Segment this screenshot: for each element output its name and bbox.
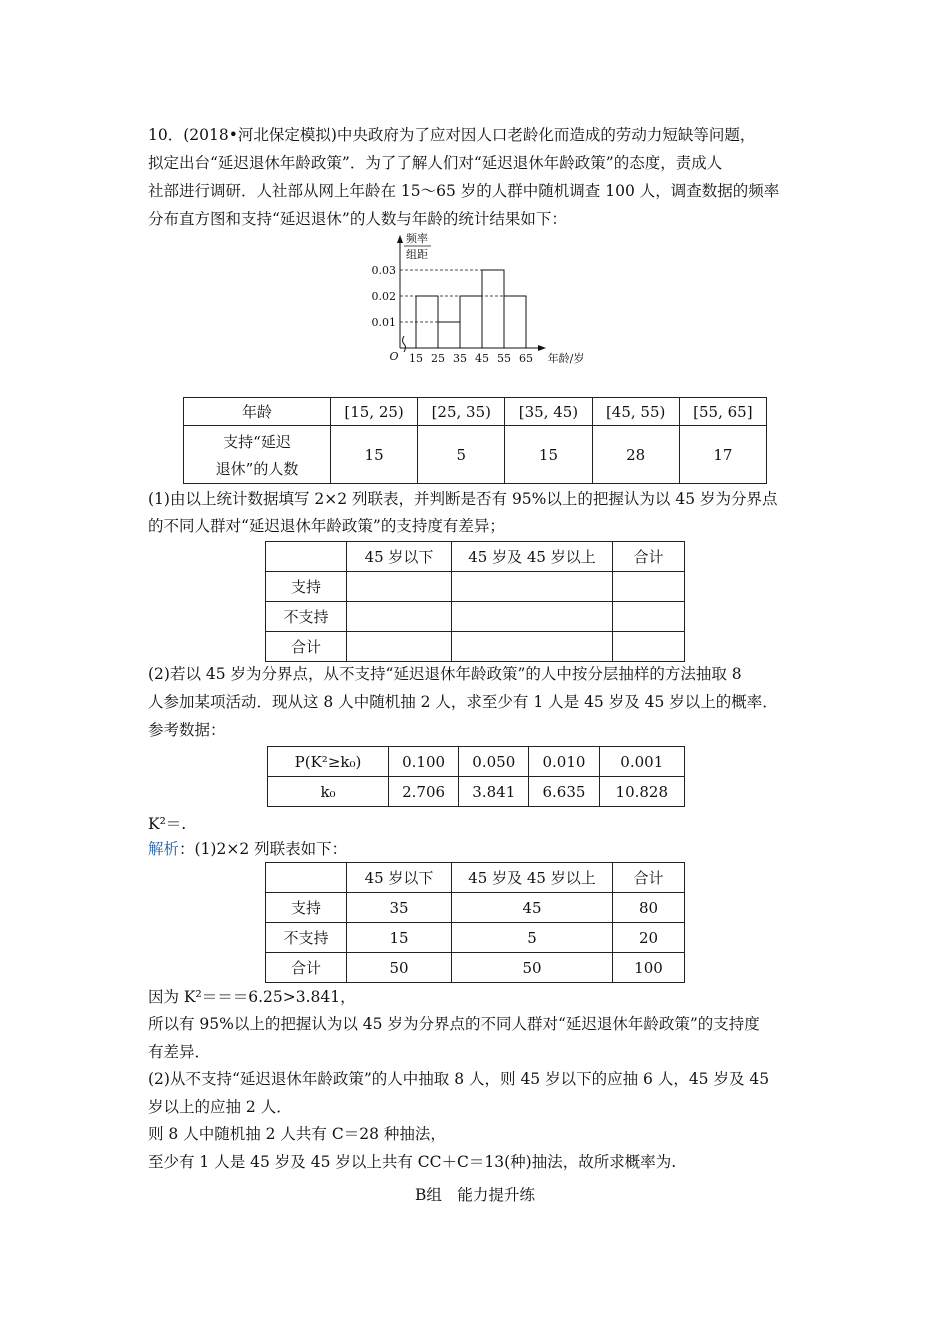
origin-label: O <box>389 350 399 363</box>
q1-line-2: 的不同人群对“延迟退休年龄政策”的支持度有差异； <box>148 517 505 535</box>
x-tick-label: 15 <box>409 352 423 365</box>
blank-header: 45 岁及 45 岁以上 <box>452 542 613 572</box>
ref-k0: 6.635 <box>529 777 599 807</box>
blank-cell <box>613 572 685 602</box>
age-header: [35, 45) <box>505 398 592 426</box>
ref-prob: 0.100 <box>389 747 459 777</box>
ref-row2-label: k₀ <box>268 777 389 807</box>
age-header-label: 年龄 <box>184 398 331 426</box>
filled-cell: 15 <box>347 923 452 953</box>
blank-contingency-table <box>265 541 685 662</box>
q1-line-1: (1)由以上统计数据填写 2×2 列联表，并判断是否有 95%以上的把握认为以 45 岁为分界点 <box>148 490 778 508</box>
x-tick-label: 25 <box>431 352 445 365</box>
blank-header <box>266 542 347 572</box>
blank-row-label: 合计 <box>266 632 347 662</box>
histogram-bar <box>504 296 526 348</box>
filled-cell: 50 <box>347 953 452 983</box>
y-axis-label-numerator: 频率 <box>406 232 428 245</box>
support-count: 28 <box>592 426 679 484</box>
problem-line-2: 拟定出台“延迟退休年龄政策”．为了了解人们对“延迟退休年龄政策”的态度，责成人 <box>148 154 723 172</box>
ref-prob: 0.050 <box>459 747 529 777</box>
support-row-label <box>184 426 331 484</box>
frequency-histogram <box>370 230 610 370</box>
solution-label: 解析 <box>148 840 180 858</box>
solution-intro-text: ：(1)2×2 列联表如下： <box>179 840 348 858</box>
filled-contingency-table <box>265 862 685 983</box>
age-header: [15, 25) <box>331 398 418 426</box>
filled-cell: 20 <box>613 923 685 953</box>
filled-cell: 80 <box>613 893 685 923</box>
support-row-label-line-1: 支持“延迟 <box>223 432 291 451</box>
support-count: 15 <box>331 426 418 484</box>
solution-line-2: 所以有 95%以上的把握认为以 45 岁为分界点的不同人群对“延迟退休年龄政策”的支持度 <box>148 1015 760 1033</box>
ref-k0: 2.706 <box>389 777 459 807</box>
y-tick-label: 0.02 <box>371 290 396 303</box>
x-tick-label: 65 <box>519 352 533 365</box>
filled-header: 45 岁以下 <box>347 863 452 893</box>
y-axis-label-denominator: 组距 <box>406 248 428 261</box>
blank-header: 45 岁以下 <box>347 542 452 572</box>
filled-header: 合计 <box>613 863 685 893</box>
problem-line-1: 10．(2018•河北保定模拟)中央政府为了应对因人口老龄化而造成的劳动力短缺等问题， <box>148 126 756 144</box>
support-count: 15 <box>505 426 592 484</box>
blank-row-label: 不支持 <box>266 602 347 632</box>
x-axis-arrow <box>538 345 546 351</box>
x-tick-label: 55 <box>497 352 511 365</box>
solution-intro <box>148 839 347 859</box>
age-header: [45, 55) <box>592 398 679 426</box>
age-support-table <box>183 397 767 484</box>
histogram-bar <box>482 270 504 348</box>
blank-cell <box>347 572 452 602</box>
filled-cell: 45 <box>452 893 613 923</box>
support-count: 17 <box>679 426 766 484</box>
y-tick-label: 0.03 <box>371 264 396 277</box>
blank-row-label: 支持 <box>266 572 347 602</box>
section-footer-title: B组 能力提升练 <box>415 1186 535 1204</box>
solution-line-4: (2)从不支持“延迟退休年龄政策”的人中抽取 8 人，则 45 岁以下的应抽 6 人，45 岁及 45 <box>148 1070 770 1088</box>
filled-row-label: 不支持 <box>266 923 347 953</box>
reference-data-label: 参考数据： <box>148 721 226 739</box>
ref-k0: 10.828 <box>599 777 684 807</box>
age-header: [25, 35) <box>418 398 505 426</box>
solution-line-3: 有差异． <box>148 1043 211 1061</box>
q2-line-2: 人参加某项活动．现从这 8 人中随机抽 2 人，求至少有 1 人是 45 岁及 45 岁以上的概率． <box>148 693 778 711</box>
blank-header: 合计 <box>613 542 685 572</box>
filled-row-label: 支持 <box>266 893 347 923</box>
y-axis-arrow <box>397 235 403 243</box>
blank-cell <box>452 572 613 602</box>
problem-line-3: 社部进行调研．人社部从网上年龄在 15～65 岁的人群中随机调查 100 人，调查数据的频率 <box>148 182 780 200</box>
filled-cell: 100 <box>613 953 685 983</box>
y-tick-label: 0.01 <box>371 316 396 329</box>
filled-row-label: 合计 <box>266 953 347 983</box>
x-tick-label: 35 <box>453 352 467 365</box>
blank-cell <box>452 602 613 632</box>
solution-line-1: 因为 K²＝＝＝6.25>3.841， <box>148 988 356 1006</box>
solution-line-6: 则 8 人中随机抽 2 人共有 C＝28 种抽法， <box>148 1125 446 1143</box>
filled-header <box>266 863 347 893</box>
solution-line-5: 岁以上的应抽 2 人． <box>148 1098 292 1116</box>
ref-k0: 3.841 <box>459 777 529 807</box>
ref-row1-label: P(K²≥k₀) <box>268 747 389 777</box>
blank-cell <box>613 632 685 662</box>
filled-cell: 50 <box>452 953 613 983</box>
problem-line-4: 分布直方图和支持“延迟退休”的人数与年龄的统计结果如下： <box>148 210 567 228</box>
filled-cell: 5 <box>452 923 613 953</box>
solution-line-7: 至少有 1 人是 45 岁及 45 岁以上共有 CC＋C＝13(种)抽法，故所求概率为. <box>148 1153 677 1171</box>
blank-cell <box>613 602 685 632</box>
k-squared-formula: K²＝. <box>148 815 187 833</box>
ref-prob: 0.001 <box>599 747 684 777</box>
blank-cell <box>452 632 613 662</box>
ref-prob: 0.010 <box>529 747 599 777</box>
histogram-bar <box>460 296 482 348</box>
support-count: 5 <box>418 426 505 484</box>
reference-critical-values-table <box>267 746 685 807</box>
blank-cell <box>347 632 452 662</box>
histogram-bar <box>438 322 460 348</box>
age-header: [55, 65] <box>679 398 766 426</box>
x-tick-label: 45 <box>475 352 489 365</box>
x-axis-label: 年龄/岁 <box>547 352 585 365</box>
support-row-label-line-2: 退休”的人数 <box>215 459 299 478</box>
filled-cell: 35 <box>347 893 452 923</box>
q2-line-1: (2)若以 45 岁为分界点，从不支持“延迟退休年龄政策”的人中按分层抽样的方法抽取 8 <box>148 665 742 683</box>
blank-cell <box>347 602 452 632</box>
axis-break-mark <box>403 336 406 352</box>
filled-header: 45 岁及 45 岁以上 <box>452 863 613 893</box>
